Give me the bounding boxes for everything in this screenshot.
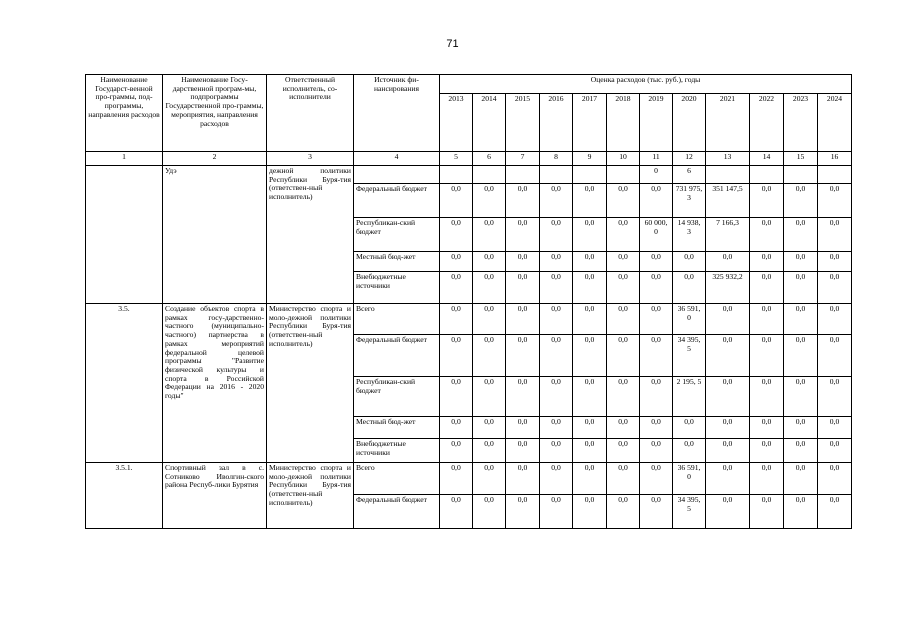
- value-cell: 0,0: [440, 417, 473, 439]
- value-cell: 0,0: [473, 417, 506, 439]
- header-year-cell: 2024: [818, 94, 852, 152]
- table-row: [86, 166, 852, 184]
- value-cell: 0,0: [750, 218, 784, 252]
- column-number-cell: 14: [750, 152, 784, 166]
- column-number-cell: 4: [354, 152, 440, 166]
- value-cell: 731 975, 3: [673, 184, 706, 218]
- value-cell: 0,0: [750, 495, 784, 529]
- column-number-cell: 3: [267, 152, 354, 166]
- value-cell: 34 395, 5: [673, 495, 706, 529]
- column-number-cell: 6: [473, 152, 506, 166]
- value-cell: 0,0: [673, 439, 706, 463]
- funding-source: Всего: [354, 304, 440, 335]
- value-cell: 0,0: [506, 218, 540, 252]
- value-cell: 0,0: [784, 252, 818, 272]
- header-year-cell: 2022: [750, 94, 784, 152]
- header-year-cell: 2014: [473, 94, 506, 152]
- value-cell: 34 395, 5: [673, 335, 706, 377]
- value-cell: 0,0: [784, 439, 818, 463]
- column-number-cell: 16: [818, 152, 852, 166]
- value-cell: 0,0: [473, 439, 506, 463]
- value-cell: 0,0: [818, 495, 852, 529]
- value-cell: 0,0: [706, 439, 750, 463]
- executor: Министерство спорта и моло-дежной политики Республики Буря-тия (ответствен-ный исполнитель): [267, 304, 354, 463]
- measure-name: Создание объектов спорта в рамках госу-дарственно-частного (муниципально-частного) партнерства в рамках мероприятий федеральной целевой программы "Развитие физической культуры и спорта в Российской Федерации на 2016 - 2020 годы": [163, 304, 267, 463]
- measure-name: Удэ: [163, 166, 267, 304]
- value-cell: 0,0: [473, 335, 506, 377]
- value-cell: 0,0: [473, 252, 506, 272]
- value-cell: 0,0: [640, 417, 673, 439]
- value-cell: [506, 166, 540, 184]
- value-cell: 36 591, 0: [673, 463, 706, 495]
- value-cell: 0,0: [818, 417, 852, 439]
- value-cell: 0,0: [506, 377, 540, 417]
- value-cell: 0,0: [440, 439, 473, 463]
- value-cell: 0,0: [750, 463, 784, 495]
- header-measure-name: Наименование Госу-дарственной програм-мы, подпрограммы Государственной про-граммы, мероприятия, направления расходов: [163, 75, 267, 152]
- value-cell: 0,0: [573, 218, 607, 252]
- value-cell: 0,0: [607, 377, 640, 417]
- value-cell: 0,0: [784, 184, 818, 218]
- value-cell: 0,0: [640, 377, 673, 417]
- value-cell: 0,0: [506, 495, 540, 529]
- value-cell: 0: [640, 166, 673, 184]
- value-cell: [573, 166, 607, 184]
- value-cell: 0,0: [607, 218, 640, 252]
- value-cell: 0,0: [573, 184, 607, 218]
- column-number-cell: 5: [440, 152, 473, 166]
- value-cell: 0,0: [750, 417, 784, 439]
- value-cell: 0,0: [818, 184, 852, 218]
- value-cell: 0,0: [440, 463, 473, 495]
- column-number-cell: 12: [673, 152, 706, 166]
- value-cell: 0,0: [573, 495, 607, 529]
- page-number: 71: [446, 38, 459, 50]
- value-cell: 0,0: [706, 377, 750, 417]
- value-cell: 0,0: [540, 304, 573, 335]
- row-code: 3.5.: [86, 304, 163, 463]
- value-cell: 0,0: [706, 252, 750, 272]
- value-cell: 0,0: [506, 335, 540, 377]
- value-cell: 0,0: [506, 184, 540, 218]
- value-cell: 0,0: [784, 335, 818, 377]
- value-cell: 325 932,2: [706, 272, 750, 304]
- value-cell: 0,0: [440, 252, 473, 272]
- column-number-cell: 13: [706, 152, 750, 166]
- value-cell: 0,0: [573, 463, 607, 495]
- header-year-cell: 2016: [540, 94, 573, 152]
- funding-source: Внебюджетные источники: [354, 272, 440, 304]
- value-cell: 0,0: [750, 439, 784, 463]
- header-year-cell: 2020: [673, 94, 706, 152]
- header-year-cell: 2018: [607, 94, 640, 152]
- value-cell: 7 166,3: [706, 218, 750, 252]
- value-cell: 2 195, 5: [673, 377, 706, 417]
- value-cell: 0,0: [573, 272, 607, 304]
- value-cell: [540, 166, 573, 184]
- value-cell: 0,0: [640, 272, 673, 304]
- row-code: 3.5.1.: [86, 463, 163, 529]
- value-cell: 0,0: [473, 218, 506, 252]
- value-cell: 0,0: [607, 463, 640, 495]
- value-cell: 0,0: [640, 495, 673, 529]
- value-cell: 0,0: [640, 184, 673, 218]
- value-cell: 0,0: [440, 184, 473, 218]
- value-cell: 0,0: [640, 304, 673, 335]
- value-cell: 0,0: [607, 252, 640, 272]
- header-year-cell: 2019: [640, 94, 673, 152]
- value-cell: 0,0: [540, 463, 573, 495]
- value-cell: 0,0: [540, 184, 573, 218]
- value-cell: 0,0: [784, 377, 818, 417]
- value-cell: 0,0: [573, 252, 607, 272]
- value-cell: 0,0: [784, 417, 818, 439]
- value-cell: 0,0: [573, 439, 607, 463]
- header-row: [86, 75, 852, 94]
- value-cell: 0,0: [818, 377, 852, 417]
- value-cell: [750, 166, 784, 184]
- funding-source: Всего: [354, 463, 440, 495]
- value-cell: 0,0: [506, 304, 540, 335]
- value-cell: 0,0: [573, 304, 607, 335]
- value-cell: 60 000, 0: [640, 218, 673, 252]
- value-cell: 0,0: [750, 184, 784, 218]
- value-cell: 0,0: [473, 463, 506, 495]
- value-cell: 0,0: [607, 304, 640, 335]
- value-cell: 0,0: [540, 218, 573, 252]
- funding-source: Республикан-ский бюджет: [354, 377, 440, 417]
- value-cell: 0,0: [440, 377, 473, 417]
- value-cell: 0,0: [706, 495, 750, 529]
- value-cell: [706, 166, 750, 184]
- value-cell: 0,0: [673, 252, 706, 272]
- header-year-cell: 2015: [506, 94, 540, 152]
- column-number-cell: 15: [784, 152, 818, 166]
- value-cell: 0,0: [784, 495, 818, 529]
- value-cell: 14 938, 3: [673, 218, 706, 252]
- funding-source: Республикан-ский бюджет: [354, 218, 440, 252]
- value-cell: 351 147,5: [706, 184, 750, 218]
- header-funding-source: Источник фи-нансирования: [354, 75, 440, 152]
- value-cell: 0,0: [750, 335, 784, 377]
- value-cell: 0,0: [506, 439, 540, 463]
- value-cell: 0,0: [640, 252, 673, 272]
- value-cell: 0,0: [540, 377, 573, 417]
- value-cell: 0,0: [818, 439, 852, 463]
- column-number-cell: 7: [506, 152, 540, 166]
- value-cell: 0,0: [473, 304, 506, 335]
- value-cell: 0,0: [706, 463, 750, 495]
- executor: дежной политики Республики Буря-тия (ответствен-ный исполнитель): [267, 166, 354, 304]
- value-cell: 0,0: [473, 377, 506, 417]
- value-cell: 0,0: [784, 218, 818, 252]
- value-cell: 36 591, 0: [673, 304, 706, 335]
- value-cell: 0,0: [540, 272, 573, 304]
- value-cell: 0,0: [540, 495, 573, 529]
- funding-source: [354, 166, 440, 184]
- table-row: [86, 463, 852, 495]
- value-cell: 0,0: [640, 335, 673, 377]
- value-cell: 0,0: [506, 417, 540, 439]
- column-number-cell: 9: [573, 152, 607, 166]
- funding-source: Внебюджетные источники: [354, 439, 440, 463]
- value-cell: 6: [673, 166, 706, 184]
- value-cell: 0,0: [706, 335, 750, 377]
- header-year-cell: 2017: [573, 94, 607, 152]
- row-code: [86, 166, 163, 304]
- measure-name: Спортивный зал в с. Сотниково Иволгин-ского района Респуб-лики Бурятия: [163, 463, 267, 529]
- value-cell: 0,0: [540, 335, 573, 377]
- value-cell: 0,0: [540, 439, 573, 463]
- column-number-cell: 10: [607, 152, 640, 166]
- funding-source: Местный бюд-жет: [354, 417, 440, 439]
- value-cell: 0,0: [506, 463, 540, 495]
- value-cell: 0,0: [818, 252, 852, 272]
- value-cell: [784, 166, 818, 184]
- value-cell: 0,0: [540, 417, 573, 439]
- value-cell: 0,0: [784, 272, 818, 304]
- value-cell: 0,0: [440, 304, 473, 335]
- table-row: [86, 304, 852, 335]
- header-estimate: Оценка расходов (тыс. руб.), годы: [440, 75, 852, 94]
- value-cell: 0,0: [750, 304, 784, 335]
- value-cell: 0,0: [818, 335, 852, 377]
- header-year-cell: 2013: [440, 94, 473, 152]
- value-cell: 0,0: [607, 417, 640, 439]
- value-cell: 0,0: [706, 304, 750, 335]
- value-cell: 0,0: [573, 417, 607, 439]
- value-cell: [818, 166, 852, 184]
- value-cell: [473, 166, 506, 184]
- value-cell: 0,0: [573, 335, 607, 377]
- value-cell: [440, 166, 473, 184]
- column-number-cell: 1: [86, 152, 163, 166]
- column-numbers-row: [86, 152, 852, 166]
- value-cell: 0,0: [607, 272, 640, 304]
- header-year-cell: 2021: [706, 94, 750, 152]
- header-year-cell: 2023: [784, 94, 818, 152]
- value-cell: 0,0: [818, 463, 852, 495]
- value-cell: [607, 166, 640, 184]
- header-program-name: Наименование Государст-венной про-граммы, под-программы, направления расходов: [86, 75, 163, 152]
- value-cell: 0,0: [784, 463, 818, 495]
- column-number-cell: 2: [163, 152, 267, 166]
- value-cell: 0,0: [673, 272, 706, 304]
- funding-source: Федеральный бюджет: [354, 184, 440, 218]
- column-number-cell: 8: [540, 152, 573, 166]
- value-cell: 0,0: [440, 218, 473, 252]
- header-executor: Ответственный исполнитель, со-исполнители: [267, 75, 354, 152]
- value-cell: 0,0: [573, 377, 607, 417]
- value-cell: 0,0: [607, 335, 640, 377]
- value-cell: 0,0: [640, 439, 673, 463]
- value-cell: 0,0: [607, 495, 640, 529]
- value-cell: 0,0: [784, 304, 818, 335]
- value-cell: 0,0: [540, 252, 573, 272]
- value-cell: 0,0: [706, 417, 750, 439]
- budget-table: [85, 74, 852, 529]
- value-cell: 0,0: [673, 417, 706, 439]
- column-number-cell: 11: [640, 152, 673, 166]
- value-cell: 0,0: [440, 272, 473, 304]
- value-cell: 0,0: [473, 272, 506, 304]
- value-cell: 0,0: [640, 463, 673, 495]
- value-cell: 0,0: [473, 495, 506, 529]
- value-cell: 0,0: [440, 495, 473, 529]
- executor: Министерство спорта и моло-дежной политики Республики Буря-тия (ответствен-ный исполнитель): [267, 463, 354, 529]
- funding-source: Федеральный бюджет: [354, 335, 440, 377]
- funding-source: Федеральный бюджет: [354, 495, 440, 529]
- value-cell: 0,0: [473, 184, 506, 218]
- value-cell: 0,0: [750, 252, 784, 272]
- value-cell: 0,0: [440, 335, 473, 377]
- value-cell: 0,0: [818, 272, 852, 304]
- value-cell: 0,0: [750, 272, 784, 304]
- value-cell: 0,0: [750, 377, 784, 417]
- value-cell: 0,0: [506, 272, 540, 304]
- value-cell: 0,0: [607, 439, 640, 463]
- value-cell: 0,0: [607, 184, 640, 218]
- value-cell: 0,0: [506, 252, 540, 272]
- value-cell: 0,0: [818, 218, 852, 252]
- funding-source: Местный бюд-жет: [354, 252, 440, 272]
- value-cell: 0,0: [818, 304, 852, 335]
